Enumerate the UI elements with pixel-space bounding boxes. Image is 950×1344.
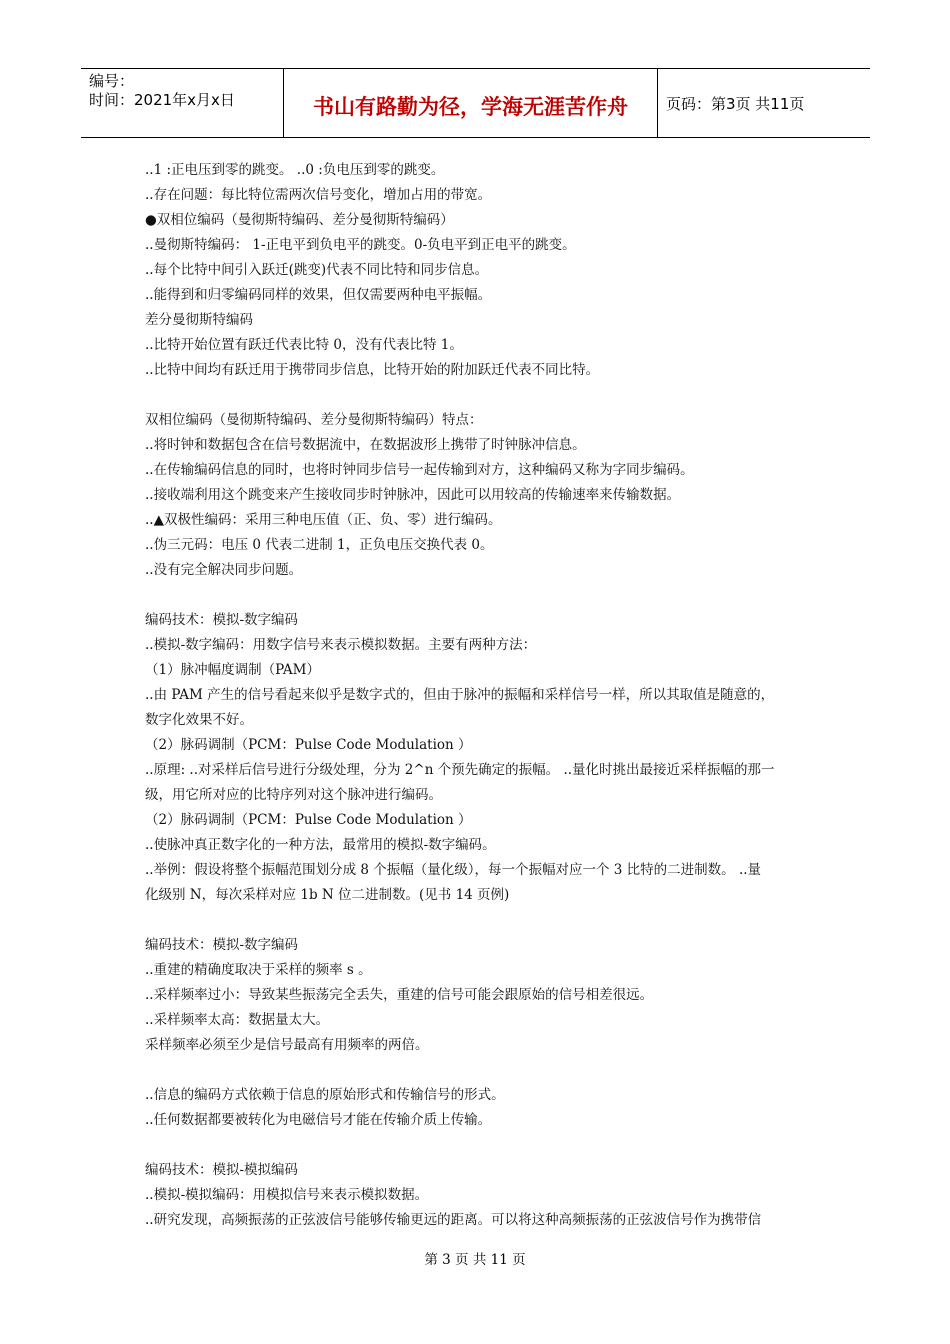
document-body — [145, 158, 815, 1233]
number-label: 编号： — [89, 72, 135, 90]
page-header — [81, 68, 870, 138]
text-line: （2）脉码调制（PCM：Pulse Code Modulation ） — [145, 737, 472, 753]
text-line: ..使脉冲真正数字化的一种方法，最常用的模拟-数字编码。 — [145, 837, 496, 853]
blank-line — [145, 908, 815, 933]
text-line: ..伪三元码：电压 0 代表二进制 1，正负电压交换代表 0。 — [145, 537, 494, 553]
text-line: ..将时钟和数据包含在信号数据流中，在数据波形上携带了时钟脉冲信息。 — [145, 437, 586, 453]
text-line: 化级别 N，每次采样对应 1b N 位二进制数。(见书 14 页例) — [145, 887, 510, 903]
text-line: ..没有完全解决同步问题。 — [145, 562, 303, 578]
text-line: ..每个比特中间引入跃迁(跳变)代表不同比特和同步信息。 — [145, 262, 489, 278]
text-line: ..曼彻斯特编码： 1-正电平到负电平的跳变。0-负电平到正电平的跳变。 — [145, 237, 576, 253]
text-line: ..存在问题：每比特位需两次信号变化，增加占用的带宽。 — [145, 187, 492, 203]
text-line: （2）脉码调制（PCM：Pulse Code Modulation ） — [145, 812, 472, 828]
blank-line — [145, 583, 815, 608]
text-line: ..研究发现，高频振荡的正弦波信号能够传输更远的距离。可以将这种高频振荡的正弦波信号作为携带信 — [145, 1212, 762, 1228]
header-page-label: 页码：第3页 共11页 — [666, 95, 805, 113]
text-line: 双相位编码（曼彻斯特编码、差分曼彻斯特编码）特点： — [145, 412, 483, 428]
text-line: 采样频率必须至少是信号最高有用频率的两倍。 — [145, 1037, 429, 1053]
header-meta — [81, 69, 284, 137]
text-line: ..在传输编码信息的同时，也将时钟同步信号一起传输到对方，这种编码又称为字同步编码。 — [145, 462, 694, 478]
text-line: ..采样频率太高：数据量太大。 — [145, 1012, 330, 1028]
text-line: ..原理: ..对采样后信号进行分级处理，分为 2^n 个预先确定的振幅。 ..量化时挑出最接近采样振幅的那一 — [145, 762, 775, 778]
text-line: ..比特开始位置有跃迁代表比特 0，没有代表比特 1。 — [145, 337, 463, 353]
page-footer: 第 3 页 共 11 页 — [424, 1252, 526, 1268]
text-line: 编码技术：模拟-数字编码 — [145, 937, 299, 953]
text-line: ..采样频率过小：导致某些振荡完全丢失，重建的信号可能会跟原始的信号相差很远。 — [145, 987, 654, 1003]
text-line: ●双相位编码（曼彻斯特编码、差分曼彻斯特编码） — [145, 212, 454, 228]
text-line: ..模拟-模拟编码：用模拟信号来表示模拟数据。 — [145, 1187, 429, 1203]
text-line: 级，用它所对应的比特序列对这个脉冲进行编码。 — [145, 787, 442, 803]
text-line: ..重建的精确度取决于采样的频率 s 。 — [145, 962, 372, 978]
text-line: ..能得到和归零编码同样的效果，但仅需要两种电平振幅。 — [145, 287, 492, 303]
blank-line — [145, 1133, 815, 1158]
time-label: 时间：2021年x月x日 — [89, 91, 235, 109]
text-line: ..比特中间均有跃迁用于携带同步信息，比特开始的附加跃迁代表不同比特。 — [145, 362, 600, 378]
text-line: ..信息的编码方式依赖于信息的原始形式和传输信号的形式。 — [145, 1087, 505, 1103]
text-line: ..由 PAM 产生的信号看起来似乎是数字式的，但由于脉冲的振幅和采样信号一样，所以其取值是随意的， — [145, 687, 775, 703]
text-line: ..▲双极性编码：采用三种电压值（正、负、零）进行编码。 — [145, 512, 502, 528]
text-line: ..举例：假设将整个振幅范围划分成 8 个振幅（量化级），每一个振幅对应一个 3 比特的二进制数。 ..量 — [145, 862, 762, 878]
text-line: 编码技术：模拟-数字编码 — [145, 612, 299, 628]
text-line: ..1 :正电压到零的跳变。 ..0 :负电压到零的跳变。 — [145, 162, 445, 178]
text-line: ..任何数据都要被转化为电磁信号才能在传输介质上传输。 — [145, 1112, 492, 1128]
text-line: ..模拟-数字编码：用数字信号来表示模拟数据。主要有两种方法： — [145, 637, 537, 653]
text-line: 差分曼彻斯特编码 — [145, 312, 253, 328]
text-line: 编码技术：模拟-模拟编码 — [145, 1162, 299, 1178]
text-line: （1）脉冲幅度调制（PAM） — [145, 662, 321, 678]
blank-line — [145, 383, 815, 408]
text-line: 数字化效果不好。 — [145, 712, 253, 728]
text-line: ..接收端利用这个跳变来产生接收同步时钟脉冲，因此可以用较高的传输速率来传输数据。 — [145, 487, 681, 503]
header-motto: 书山有路勤为径，学海无涯苦作舟 — [284, 69, 658, 137]
blank-line — [145, 1058, 815, 1083]
